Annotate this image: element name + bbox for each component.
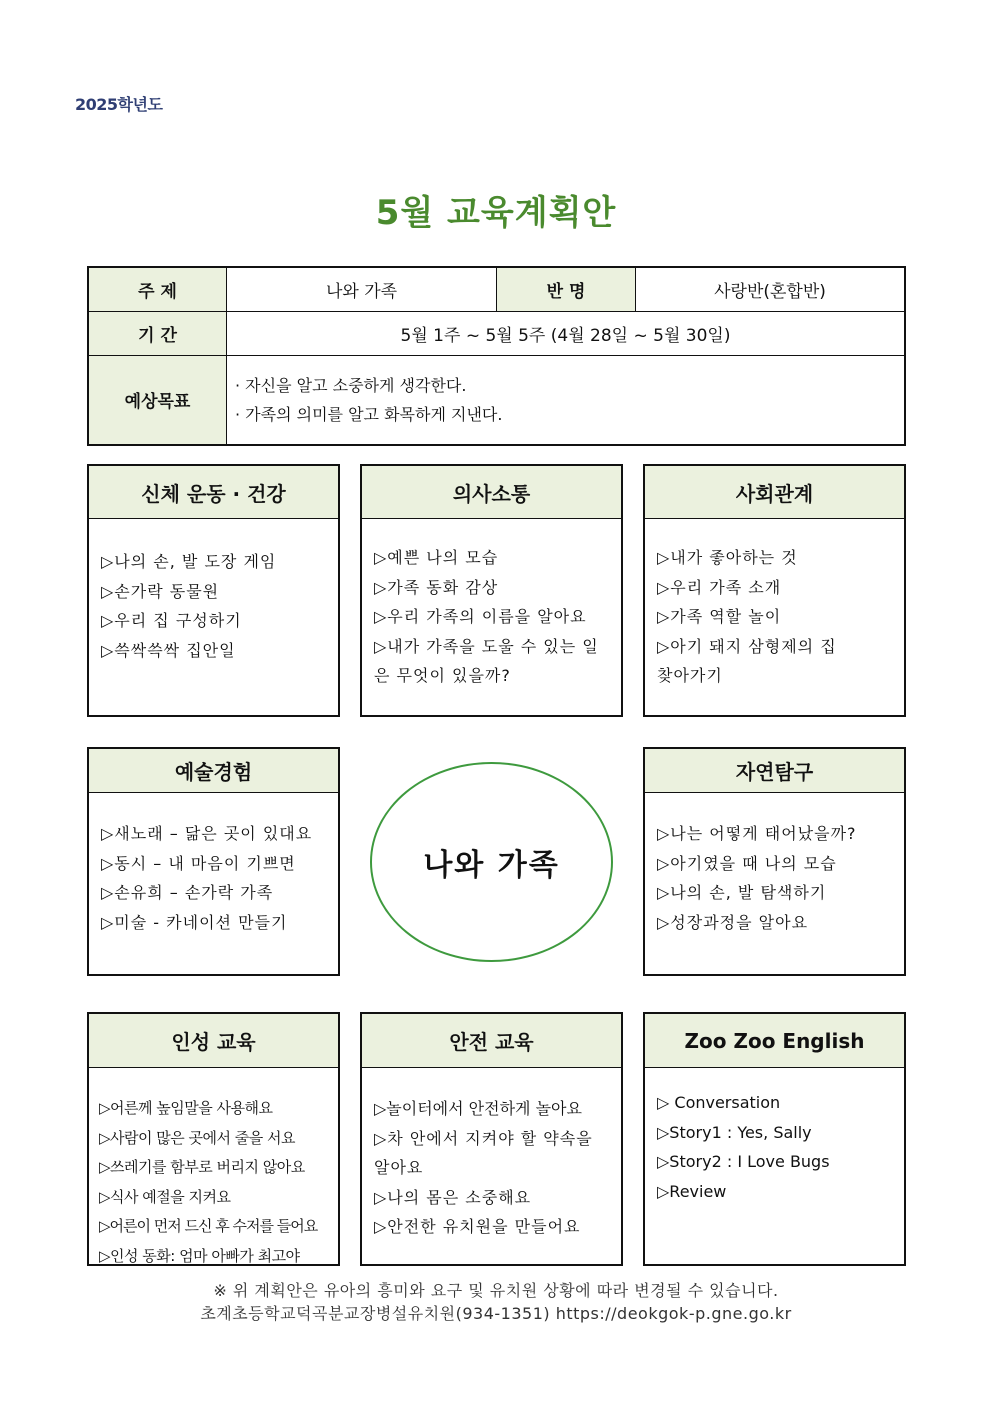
activity-item: ▷놀이터에서 안전하게 놀아요 [374, 1099, 582, 1118]
activity-item: ▷어른이 먼저 드신 후 수저를 들어요 [99, 1217, 318, 1235]
school-year: 2025학년도 [75, 95, 163, 114]
activity-list [645, 1068, 904, 1206]
activity-item: ▷안전한 유치원을 만들어요 [374, 1217, 581, 1236]
activity-item: ▷인성 동화: 엄마 아빠가 최고야 [99, 1246, 300, 1265]
goal-label: 예상목표 [88, 355, 227, 445]
activity-item: ▷나의 손, 발 도장 게임 [101, 552, 277, 571]
section-title: 인성 교육 [89, 1014, 338, 1068]
section-communication [360, 464, 623, 717]
activity-list [645, 793, 904, 937]
activity-item: ▷예쁜 나의 모습 [374, 548, 499, 567]
overview-table [87, 266, 906, 446]
activity-item: ▷가족 동화 감상 [374, 577, 499, 597]
section-safety [360, 1012, 623, 1266]
section-english [643, 1012, 906, 1266]
activity-item: ▷내가 좋아하는 것 [657, 548, 798, 567]
activity-item: ▷아기 돼지 삼형제의 집 찾아가기 [657, 636, 837, 685]
footer-note: ※ 위 계획안은 유아의 흥미와 요구 및 유치원 상황에 따라 변경될 수 있습니다. [213, 1281, 779, 1300]
activity-list [645, 519, 904, 691]
section-art [87, 747, 340, 976]
activity-item: ▷내가 가족을 도울 수 있는 일은 무엇이 있을까? [374, 636, 599, 685]
central-theme: 나와 가족 [370, 762, 613, 962]
activity-item: ▷나는 어떻게 태어났을까? [657, 824, 857, 843]
activity-item: ▷나의 손, 발 탐색하기 [657, 883, 827, 902]
goal-list [227, 355, 906, 445]
section-character [87, 1012, 340, 1266]
activity-item: ▷쓰레기를 함부로 버리지 않아요 [99, 1158, 305, 1176]
section-title: 자연탐구 [645, 749, 904, 793]
footer-contact: 초계초등학교덕곡분교장병설유치원(934-1351) https://deokgok-p.gne.go.kr [200, 1304, 792, 1323]
activity-item: ▷우리 집 구성하기 [101, 611, 242, 630]
goal-item: · 가족의 의미를 알고 화목하게 지낸다. [235, 404, 503, 424]
activity-item: ▷사람이 많은 곳에서 줄을 서요 [99, 1128, 295, 1147]
activity-item: ▷Story2 : I Love Bugs [657, 1152, 830, 1171]
activity-item: ▷손가락 동물원 [101, 581, 220, 601]
activity-item: ▷동시 – 내 마음이 기쁘면 [101, 853, 296, 873]
topic-label: 주 제 [88, 267, 227, 311]
class-label: 반 명 [497, 267, 636, 311]
section-title: 사회관계 [645, 466, 904, 519]
activity-list [362, 1068, 621, 1242]
activity-item: ▷Review [657, 1181, 727, 1201]
section-physical [87, 464, 340, 717]
page-title: 5월 교육계획안 [375, 193, 617, 233]
activity-list [89, 1068, 338, 1271]
section-nature [643, 747, 906, 976]
activity-list [89, 519, 338, 665]
activity-item: ▷식사 예절을 지켜요 [99, 1187, 231, 1206]
activity-item: ▷아기였을 때 나의 모습 [657, 853, 837, 873]
period-label: 기 간 [88, 311, 227, 355]
section-title: 안전 교육 [362, 1014, 621, 1068]
activity-list [89, 793, 338, 937]
activity-item: ▷가족 역할 놀이 [657, 607, 782, 626]
section-social [643, 464, 906, 717]
class-value: 사랑반(혼합반) [636, 267, 906, 311]
activity-item: ▷새노래 – 닮은 곳이 있대요 [101, 824, 313, 843]
topic-value: 나와 가족 [227, 267, 497, 311]
section-title: Zoo Zoo English [645, 1014, 904, 1068]
section-title: 신체 운동 · 건강 [89, 466, 338, 519]
activity-item: ▷나의 몸은 소중해요 [374, 1187, 532, 1207]
activity-item: ▷Story1 : Yes, Sally [657, 1122, 812, 1142]
activity-list [362, 519, 621, 691]
activity-item: ▷우리 가족의 이름을 알아요 [374, 607, 587, 626]
activity-item: ▷미술 - 카네이션 만들기 [101, 912, 288, 932]
activity-item: ▷손유희 – 손가락 가족 [101, 883, 274, 902]
section-title: 의사소통 [362, 466, 621, 519]
period-value: 5월 1주 ~ 5월 5주 (4월 28일 ~ 5월 30일) [227, 311, 906, 355]
section-title: 예술경험 [89, 749, 338, 793]
activity-item: ▷성장과정을 알아요 [657, 912, 809, 932]
activity-item: ▷ Conversation [657, 1093, 781, 1112]
activity-item: ▷쓱싹쓱싹 집안일 [101, 640, 236, 660]
activity-item: ▷우리 가족 소개 [657, 577, 782, 597]
activity-item: ▷어른께 높임말을 사용해요 [99, 1099, 273, 1117]
activity-item: ▷차 안에서 지켜야 할 약속을 알아요 [374, 1128, 593, 1177]
goal-item: · 자신을 알고 소중하게 생각한다. [235, 375, 467, 395]
